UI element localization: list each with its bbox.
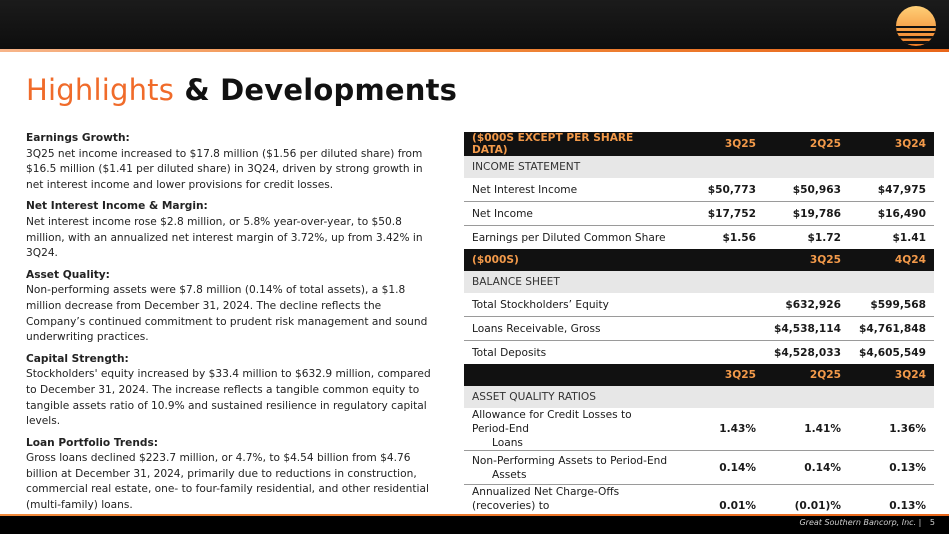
sun-stripes-logo-icon: [895, 5, 937, 47]
value-cell: 1.36%: [849, 408, 934, 451]
section-capital-strength: [26, 352, 436, 430]
table-header-row: [464, 132, 934, 156]
row-label: Earnings per Diluted Common Share: [472, 231, 666, 244]
section-label-row: [464, 386, 934, 408]
row-label: Net Income: [464, 202, 679, 226]
header-accent-line: [0, 49, 949, 52]
row-label: [464, 451, 679, 485]
section-body: Net interest income rose $2.8 million, or 5.8% year-over-year, to $50.8 million, with an annualized net interest margin of 3.72%, up from 3.42% in 3Q24.: [26, 215, 423, 260]
section-heading: Loan Portfolio Trends:: [26, 436, 158, 449]
header-cell: 4Q24: [849, 249, 934, 271]
row-label-line1: Allowance for Credit Losses to Period-End: [472, 409, 632, 435]
top-banner: [0, 0, 949, 52]
row-label-line1: Non-Performing Assets to Period-End: [472, 454, 668, 467]
footer-accent-line: [0, 514, 949, 516]
row-label: [464, 408, 679, 451]
value-cell: 1.41%: [764, 408, 849, 451]
value-cell: $632,926: [679, 293, 849, 317]
section-body: Non-performing assets were $7.8 million (0.14% of total assets), a $1.8 million decrease from December 31, 2024. The decline reflects the Company’s continued commitment to prudent risk management and sound underwriting practices.: [26, 284, 428, 344]
header-cell: 3Q24: [849, 132, 934, 156]
table-header-row: [464, 364, 934, 386]
section-heading: Net Interest Income & Margin:: [26, 200, 208, 213]
header-cell: 2Q25: [764, 132, 849, 156]
title-accent: Highlights: [26, 73, 175, 107]
row-label: Net Interest Income: [464, 178, 679, 202]
value-cell: $4,528,033: [773, 346, 841, 359]
value-cell: $47,975: [849, 178, 934, 202]
value-cell: $17,752: [679, 202, 764, 226]
value-cell: (0.01)%: [764, 485, 849, 528]
row-label: Loans Receivable, Gross: [464, 317, 679, 341]
value-cell: $19,786: [764, 202, 849, 226]
section-earnings-growth: [26, 131, 436, 193]
section-heading: Earnings Growth:: [26, 132, 130, 144]
value-cell: $50,773: [679, 178, 764, 202]
row-label: Total Stockholders’ Equity: [464, 293, 679, 317]
header-cell: ($000S EXCEPT PER SHARE DATA): [464, 132, 679, 156]
row-label-line2: Loans: [492, 437, 523, 449]
table-row: [464, 317, 934, 341]
header-cell: [464, 364, 679, 386]
page-number: 5: [929, 518, 935, 527]
header-cell: ($000S): [464, 249, 679, 271]
value-cell: $1.41: [892, 231, 926, 244]
footer-bar: [0, 514, 949, 534]
value-cell: 0.13%: [849, 485, 934, 528]
row-label-line2: Assets: [492, 468, 527, 481]
table-row: [464, 226, 934, 250]
table-header-row: [464, 249, 934, 271]
value-cell: $16,490: [849, 202, 934, 226]
value-cell: 1.43%: [679, 408, 764, 451]
header-cell: 2Q25: [764, 364, 849, 386]
table-row: [464, 451, 934, 485]
row-label-line1: Annualized Net Charge-Offs (recoveries) to: [472, 486, 620, 512]
table-row: [464, 408, 934, 451]
section-body: Stockholders' equity increased by $33.4 million to $632.9 million, compared to December 31, 2024. The increase reflects a tangible common equity to tangible assets ratio of 10.9% and sustained resilience in regulatory capital levels.: [26, 368, 431, 428]
value-cell: 0.14%: [679, 451, 764, 485]
header-cell: 3Q24: [849, 364, 934, 386]
section-heading: Capital Strength:: [26, 352, 129, 365]
value-cell: $1.56: [722, 231, 756, 244]
value-cell: $4,605,549: [858, 346, 926, 359]
value-cell: 0.13%: [849, 451, 934, 485]
value-cell: $4,761,848: [849, 317, 934, 341]
section-label: ASSET QUALITY RATIOS: [464, 386, 934, 408]
financial-table: [464, 132, 934, 528]
footer-text: [799, 518, 935, 527]
footer-company: Great Southern Bancorp, Inc. |: [799, 518, 922, 527]
section-body: Gross loans declined $223.7 million, or 4.7%, to $4.54 billion from $4.76 billion at December 31, 2024, primarily due to reductions in construction, commercial real estate, one- to four-family residential, and other residential (multi-family) loans.: [26, 452, 429, 512]
title-main: & Developments: [184, 73, 458, 107]
header-cell: 3Q25: [679, 249, 849, 271]
section-label: BALANCE SHEET: [464, 271, 934, 293]
value-cell: 0.14%: [764, 451, 849, 485]
table-row: [464, 202, 934, 226]
highlights-column: [26, 131, 436, 520]
section-heading: Asset Quality:: [26, 268, 110, 281]
section-label-row: [464, 156, 934, 178]
section-body: 3Q25 net income increased to $17.8 million ($1.56 per diluted share) from $16.5 million ($1.41 per diluted share) in 3Q24, driven by strong growth in net interest income and lower provisions for credit losses.: [26, 147, 423, 191]
table-row: [464, 341, 934, 365]
table-row: [464, 178, 934, 202]
section-label: INCOME STATEMENT: [464, 156, 934, 178]
section-label-row: [464, 271, 934, 293]
page-title: [26, 70, 457, 110]
section-net-interest: [26, 199, 436, 261]
value-cell: $4,538,114: [679, 317, 849, 341]
value-cell: $50,963: [764, 178, 849, 202]
table-row: [464, 293, 934, 317]
row-label: Total Deposits: [472, 346, 547, 359]
value-cell: $599,568: [849, 293, 934, 317]
section-loan-portfolio: [26, 436, 436, 514]
section-asset-quality: [26, 268, 436, 346]
value-cell: 0.01%: [679, 485, 764, 528]
header-cell: 3Q25: [679, 132, 764, 156]
value-cell: $1.72: [807, 231, 841, 244]
header-cell: 3Q25: [679, 364, 764, 386]
